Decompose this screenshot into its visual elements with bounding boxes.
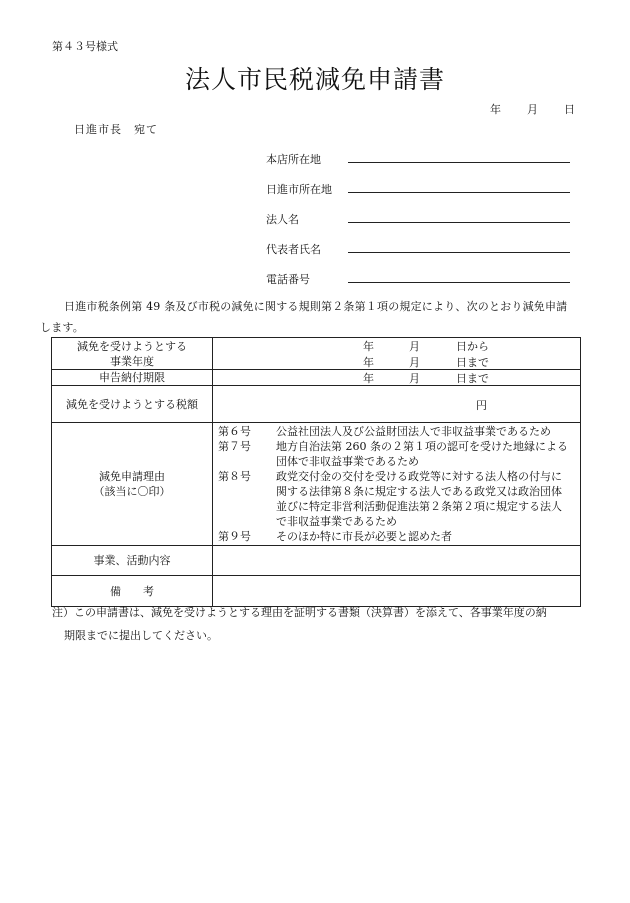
activity-label: 事業、活動内容: [52, 546, 213, 576]
field-label-representative: 代表者氏名: [266, 243, 321, 256]
date-month: 月: [527, 103, 538, 116]
reason-text: 公益社団法人及び公益財団法人で非収益事業であるため: [276, 425, 551, 438]
table-row-deadline: [52, 370, 581, 386]
reason-label-line-2: （該当に〇印）: [93, 485, 171, 498]
reason-options-cell: [213, 423, 581, 546]
deadline-month: 月: [409, 372, 420, 385]
field-line-phone[interactable]: [348, 282, 570, 283]
field-label-phone: 電話番号: [266, 273, 310, 286]
table-row-fiscal-year-from: [52, 338, 581, 354]
tax-amount-unit: 円: [476, 398, 487, 412]
tax-amount-label: 減免を受けようとする税額: [52, 386, 213, 423]
field-line-representative[interactable]: [348, 252, 570, 253]
intro-line-2: します。: [40, 321, 84, 334]
field-line-head-office[interactable]: [348, 162, 570, 163]
intro-line-1: 日進市税条例第 49 条及び市税の減免に関する規則第２条第１項の規定により、次のとおり減免申請: [64, 300, 568, 313]
date-year: 年: [490, 103, 501, 116]
from-day: 日から: [456, 340, 489, 354]
form-number: 第４３号様式: [52, 40, 118, 53]
table-row-activity: [52, 546, 581, 576]
page-title: 法人市民税減免申請書: [184, 65, 445, 94]
reason-item-9[interactable]: [213, 529, 580, 544]
deadline-cell[interactable]: [213, 370, 581, 386]
fiscal-year-label-line-2: 事業年度: [110, 354, 154, 368]
intro-paragraph: [40, 296, 582, 338]
reason-text: 政党交付金の交付を受ける政党等に対する法人格の付与に関する法律第８条に規定する法人である政党又は政治団体並びに特定非営利活動促進法第２条第２項に規定する法人で非収益事業であるため: [276, 470, 562, 528]
reason-number: 第７号: [218, 440, 251, 453]
application-table: [51, 337, 581, 607]
footnote-line-1: 注）この申請書は、減免を受けようとする理由を証明する書類（決算書）を添えて、各事業年度の納: [52, 606, 547, 619]
reason-item-7[interactable]: [213, 439, 580, 469]
addressee: 日進市長 宛て: [74, 123, 158, 136]
footnote: [52, 601, 587, 647]
remarks-label: 備 考: [52, 576, 213, 607]
field-line-corporation-name[interactable]: [348, 222, 570, 223]
field-label-nisshin-address: 日進市所在地: [266, 183, 332, 196]
reason-label-line-1: 減免申請理由: [99, 470, 165, 483]
to-year: 年: [363, 355, 374, 369]
fiscal-year-from-cell[interactable]: [213, 338, 581, 354]
fiscal-year-label: [52, 338, 213, 370]
field-line-nisshin-address[interactable]: [348, 192, 570, 193]
reason-number: 第９号: [218, 530, 251, 543]
from-month: 月: [409, 340, 420, 354]
reason-item-6[interactable]: [213, 424, 580, 439]
deadline-label: 申告納付期限: [52, 370, 213, 386]
reason-item-8[interactable]: [213, 469, 580, 529]
reason-number: 第８号: [218, 470, 251, 483]
reason-text: 地方自治法第 260 条の２第１項の認可を受けた地縁による団体で非収益事業であるため: [276, 440, 568, 468]
activity-cell[interactable]: [213, 546, 581, 576]
reason-label: [52, 423, 213, 546]
tax-amount-cell[interactable]: [213, 386, 581, 423]
deadline-year: 年: [363, 372, 374, 385]
reason-number: 第６号: [218, 425, 251, 438]
from-year: 年: [363, 340, 374, 354]
deadline-day: 日まで: [456, 372, 489, 385]
footnote-line-2: 期限までに提出してください。: [64, 629, 218, 642]
table-row-tax-amount: [52, 386, 581, 423]
fiscal-year-label-line-1: 減免を受けようとする: [77, 339, 187, 353]
to-month: 月: [409, 355, 420, 369]
field-label-corporation-name: 法人名: [266, 213, 299, 226]
to-day: 日まで: [456, 355, 489, 369]
fiscal-year-to-cell[interactable]: [213, 354, 581, 370]
table-row-reason: [52, 423, 581, 546]
date-day: 日: [564, 103, 575, 116]
reason-text: そのほか特に市長が必要と認めた者: [276, 530, 452, 543]
field-label-head-office: 本店所在地: [266, 153, 321, 166]
